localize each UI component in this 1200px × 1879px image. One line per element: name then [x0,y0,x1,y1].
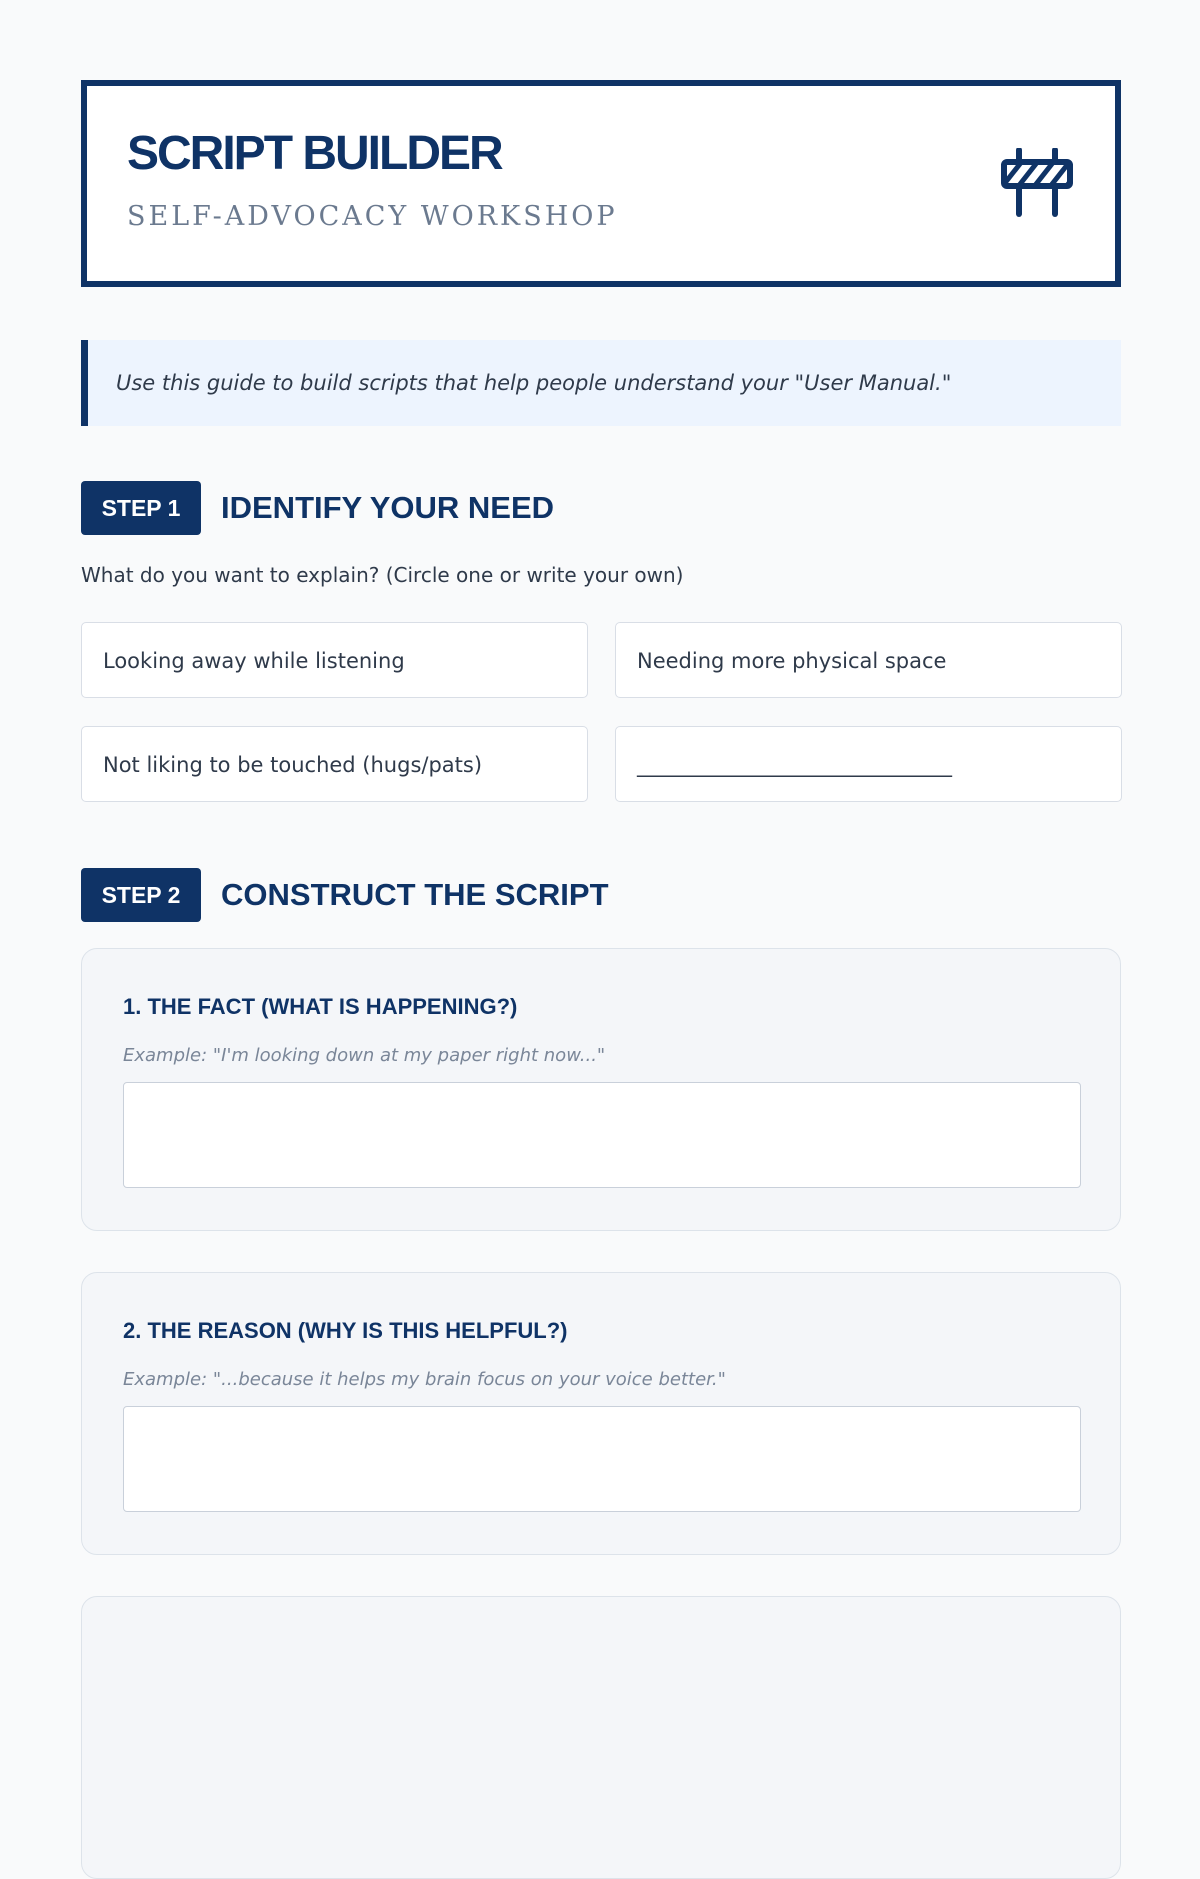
script-card-reason [81,1272,1121,1555]
page-title: SCRIPT BUILDER [127,127,502,180]
step-1-heading [81,481,1121,535]
step-2-title: CONSTRUCT THE SCRIPT [221,877,609,912]
road-barrier-icon [999,148,1075,218]
step-2-badge: STEP 2 [81,868,201,922]
card-example: Example: "...because it helps my brain focus on your voice better." [123,1369,726,1390]
need-option-looking-away[interactable]: Looking away while listening [81,622,588,698]
card-example: Example: "I'm looking down at my paper right now..." [123,1045,606,1066]
step-1-title: IDENTIFY YOUR NEED [221,490,555,525]
script-card-next [81,1596,1121,1879]
header-box [81,80,1121,287]
page-subtitle: SELF-ADVOCACY WORKSHOP [127,201,618,232]
need-option-write-your-own[interactable]: ______________________________ [615,726,1122,802]
step-1-prompt: What do you want to explain? (Circle one or write your own) [81,563,684,587]
need-option-physical-space[interactable]: Needing more physical space [615,622,1122,698]
fact-input[interactable] [123,1082,1081,1188]
worksheet-page [81,80,1121,1390]
script-card-fact [81,948,1121,1231]
step-2-heading [81,868,1121,922]
reason-input[interactable] [123,1406,1081,1512]
step-1-badge: STEP 1 [81,481,201,535]
card-title: 2. THE REASON (WHY IS THIS HELPFUL?) [123,1318,568,1343]
intro-callout: Use this guide to build scripts that help people understand your "User Manual." [81,340,1121,426]
need-option-not-touched[interactable]: Not liking to be touched (hugs/pats) [81,726,588,802]
card-title: 1. THE FACT (WHAT IS HAPPENING?) [123,994,518,1019]
